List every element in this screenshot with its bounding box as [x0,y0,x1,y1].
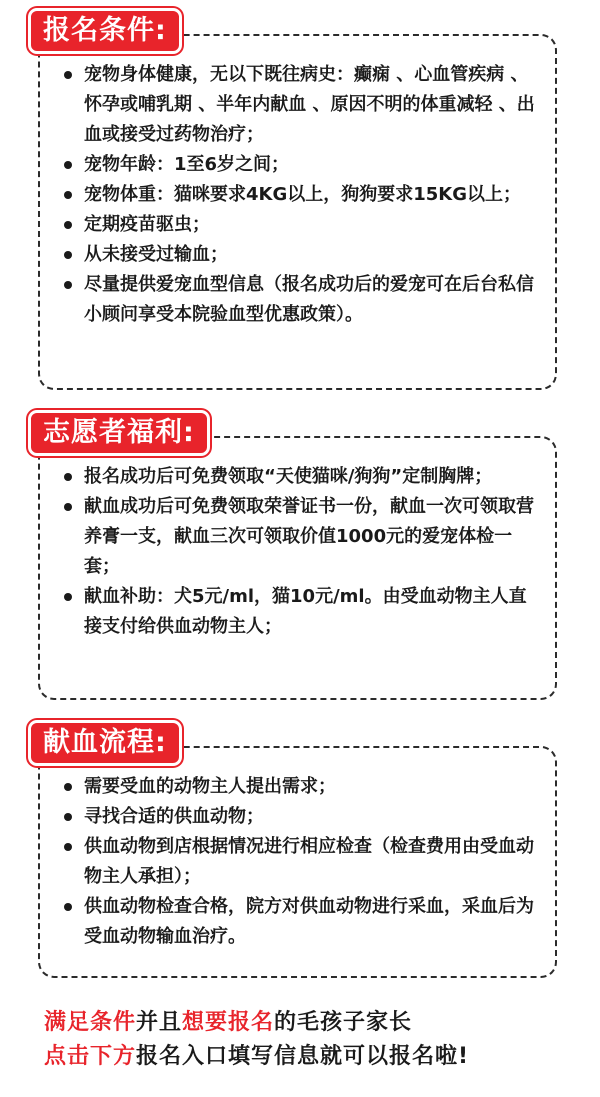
list-item: 宠物身体健康，无以下既往病史：癫痫 、心血管疾病 、怀孕或哺乳期 、半年内献血 、原因不明的体重减轻 、出血或接受过药物治疗； [62,60,541,150]
section-box [38,34,557,390]
section-title: 献血流程: [28,720,182,766]
list-item: 报名成功后可免费领取“天使猫咪/狗狗”定制胸牌； [62,462,541,492]
bullet-icon [64,783,72,791]
section-box [38,436,557,700]
list-item: 供血动物检查合格，院方对供血动物进行采血，采血后为受血动物输血治疗。 [62,892,541,952]
bullet-icon [64,593,72,601]
list-item: 宠物年龄：1至6岁之间； [62,150,541,180]
bullet-icon [64,191,72,199]
list-item: 宠物体重：猫咪要求4KG以上，狗狗要求15KG以上； [62,180,541,210]
section-title: 报名条件: [28,8,182,54]
bullet-icon [64,71,72,79]
bullet-icon [64,221,72,229]
item-list [62,60,541,330]
bullet-icon [64,161,72,169]
list-item: 献血成功后可免费领取荣誉证书一份，献血一次可领取营养膏一支，献血三次可领取价值1000元的爱宠体检一套； [62,492,541,582]
section-box [38,746,557,978]
bullet-icon [64,903,72,911]
list-item: 尽量提供爱宠血型信息（报名成功后的爱宠可在后台私信小顾问享受本院验血型优惠政策）。 [62,270,541,330]
footer-line-1: 满足条件并且想要报名的毛孩子家长 [44,1010,413,1035]
bullet-icon [64,843,72,851]
list-item: 定期疫苗驱虫； [62,210,541,240]
bullet-icon [64,281,72,289]
list-item: 从未接受过输血； [62,240,541,270]
bullet-icon [64,473,72,481]
bullet-icon [64,503,72,511]
bullet-icon [64,251,72,259]
bullet-icon [64,813,72,821]
section-title: 志愿者福利: [28,410,210,456]
footer-line-2: 点击下方报名入口填写信息就可以报名啦! [44,1044,470,1069]
footer-text [44,1006,564,1074]
list-item: 献血补助：犬5元/ml，猫10元/ml。由受血动物主人直接支付给供血动物主人； [62,582,541,642]
list-item: 需要受血的动物主人提出需求； [62,772,541,802]
item-list [62,462,541,642]
list-item: 寻找合适的供血动物； [62,802,541,832]
item-list [62,772,541,952]
list-item: 供血动物到店根据情况进行相应检查（检查费用由受血动物主人承担）； [62,832,541,892]
